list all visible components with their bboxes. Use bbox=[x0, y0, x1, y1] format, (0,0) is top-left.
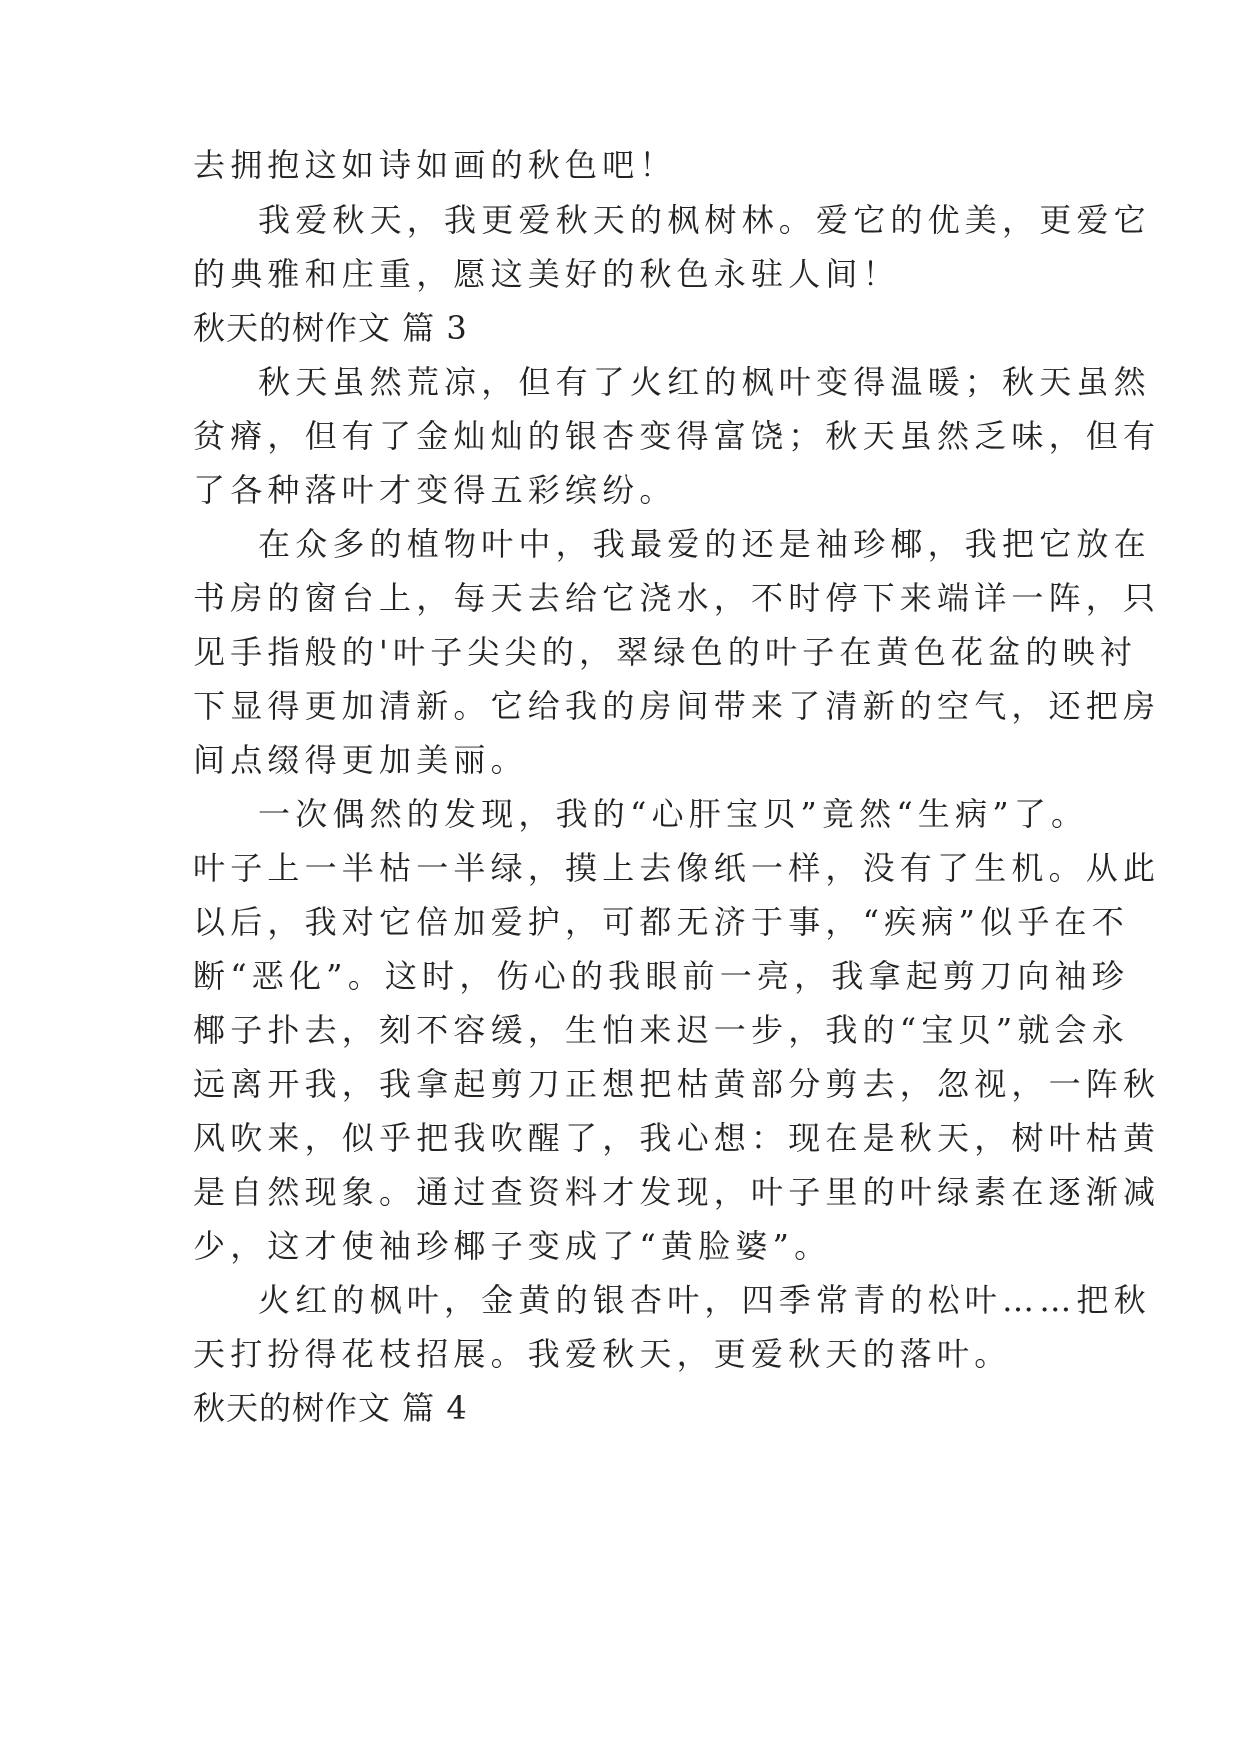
text-line: 椰子扑去，刻不容缓，生怕来迟一步，我的“宝贝”就会永 bbox=[193, 1011, 1129, 1049]
text-line: 我爱秋天，我更爱秋天的枫树林。爱它的优美，更爱它 bbox=[258, 201, 1151, 239]
text-line: 在众多的植物叶中，我最爱的还是袖珍椰，我把它放在 bbox=[258, 525, 1151, 563]
text-line: 少，这才使袖珍椰子变成了“黄脸婆”。 bbox=[193, 1227, 832, 1265]
text-line: 贫瘠，但有了金灿灿的银杏变得富饶；秋天虽然乏味，但有 bbox=[193, 417, 1161, 455]
text-line: 以后，我对它倍加爱护，可都无济于事，“疾病”似乎在不 bbox=[193, 903, 1129, 941]
text-line: 远离开我，我拿起剪刀正想把枯黄部分剪去，忽视，一阵秋 bbox=[193, 1065, 1161, 1103]
text-line: 书房的窗台上，每天去给它浇水，不时停下来端详一阵，只 bbox=[193, 579, 1161, 617]
text-line: 是自然现象。通过查资料才发现，叶子里的叶绿素在逐渐减 bbox=[193, 1173, 1161, 1211]
text-line: 了各种落叶才变得五彩缤纷。 bbox=[193, 471, 677, 509]
text-line: 见手指般的'叶子尖尖的，翠绿色的叶子在黄色花盆的映衬 bbox=[193, 633, 1137, 671]
text-line: 叶子上一半枯一半绿，摸上去像纸一样，没有了生机。从此 bbox=[193, 849, 1161, 887]
text-line: 风吹来，似乎把我吹醒了，我心想：现在是秋天，树叶枯黄 bbox=[193, 1119, 1161, 1157]
text-line: 一次偶然的发现，我的“心肝宝贝”竟然“生病”了。 bbox=[258, 795, 1089, 833]
section-heading: 秋天的树作文 篇 3 bbox=[193, 309, 468, 347]
section-heading: 秋天的树作文 篇 4 bbox=[193, 1389, 468, 1427]
text-line: 去拥抱这如诗如画的秋色吧！ bbox=[193, 146, 677, 184]
text-line: 的典雅和庄重，愿这美好的秋色永驻人间！ bbox=[193, 255, 900, 293]
text-line: 断“恶化”。这时，伤心的我眼前一亮，我拿起剪刀向袖珍 bbox=[193, 957, 1129, 995]
text-line: 天打扮得花枝招展。我爱秋天，更爱秋天的落叶。 bbox=[193, 1335, 1012, 1373]
text-line: 间点缀得更加美丽。 bbox=[193, 741, 528, 779]
text-line: 秋天虽然荒凉，但有了火红的枫叶变得温暖；秋天虽然 bbox=[258, 363, 1151, 401]
text-line: 下显得更加清新。它给我的房间带来了清新的空气，还把房 bbox=[193, 687, 1161, 725]
text-line: 火红的枫叶，金黄的银杏叶，四季常青的松叶……把秋 bbox=[258, 1281, 1151, 1319]
